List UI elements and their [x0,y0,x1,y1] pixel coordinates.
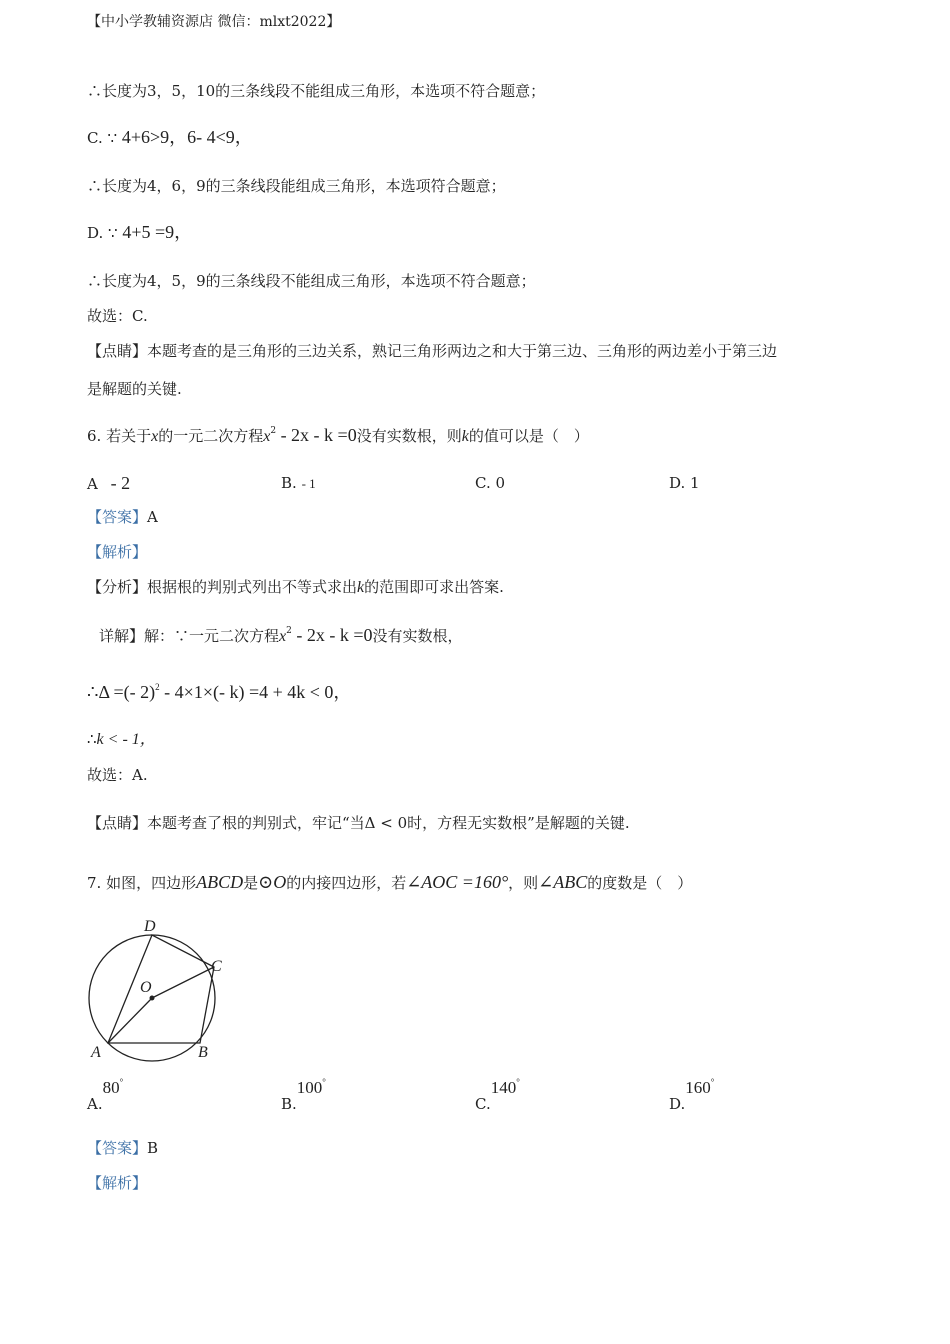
stem-text: 的内接四边形，若 [286,874,407,892]
stem-text: 6. 若关于 [87,427,152,445]
degree-unit: ° [119,1077,124,1087]
math-expression: - 2x - k =0 [276,425,357,445]
text-line [87,128,253,146]
variable: x [279,628,287,645]
q6-option-c[interactable]: C. 0 [475,474,506,492]
label-b: B [198,1044,208,1061]
stem-text: 的值可以是（ ） [468,427,589,445]
stem-text: 是 [243,874,259,892]
stem-text: 7. 如图，四边形 [87,874,197,892]
answer-line [87,510,158,525]
k-range-line [87,732,156,748]
stem-text: 没有实数根，则 [356,427,462,445]
math-expression: - 2x - k =0 [291,625,373,645]
option-value [297,1078,326,1097]
degree-value: 100 [296,1078,323,1097]
label-o: O [140,979,152,996]
option-value [685,1078,714,1097]
stem-text: 的一元二次方程 [158,427,264,445]
detail-line [99,626,463,645]
dianjing-line: 【点睛】本题考查的是三角形的三边关系，熟记三角形两边之和大于第三边、三角形的两边差小于第三边 [87,342,778,360]
answer-value: B [147,1139,159,1157]
text-line [87,223,192,241]
text-line: ∴长度为4，5，9的三条线段不能组成三角形，本选项不符合题意； [87,272,536,290]
math-expression: 4+5 =9， [122,222,193,242]
stem-text: ，则 [508,874,539,892]
variable: x [151,428,159,445]
option-label: B. [281,474,297,492]
option-value: - 2 [110,473,131,493]
option-label: C. [475,1095,491,1113]
geometry-figure [80,912,240,1062]
option-value [491,1078,520,1097]
degree-value: 80 [102,1078,120,1097]
q7-option-b[interactable] [281,1077,326,1113]
option-label: B. [281,1095,297,1113]
fenxi-text: 的范围即可求出答案. [364,578,504,596]
choose-line: 故选：C. [87,307,148,325]
q7-option-c[interactable] [475,1077,520,1113]
exponent: 2 [270,426,277,436]
stem-text: 的度数是（ ） [587,874,693,892]
answer-tag: 【答案】 [87,508,148,526]
label-a: A [91,1044,101,1061]
analysis-tag: 【解析】 [87,543,148,561]
variable: k [461,428,469,445]
variable: ABCD [196,872,244,892]
fenxi-text: 【分析】根据根的判别式列出不等式求出 [87,578,358,596]
answer-tag: 【答案】 [87,1139,148,1157]
detail-text: 没有实数根， [372,627,463,645]
variable: ⊙O [258,872,287,892]
degree-unit: ° [710,1077,715,1087]
analysis-tag: 【解析】 [87,1174,148,1192]
math-expression: ∴Δ =(- 2) [87,682,156,702]
degree-value: 140 [490,1078,517,1097]
answer-value: A [147,508,158,526]
label-d: D [144,918,156,935]
degree-unit: ° [516,1077,520,1087]
delta-line [87,683,351,701]
question-6-stem [87,426,589,445]
option-label: C. ∵ [87,129,118,147]
therefore-symbol: ∴ [87,730,97,748]
dianjing-line: 【点睛】本题考查了根的判别式，牢记“当Δ < 0时，方程无实数根”是解题的关键. [87,814,630,832]
degree-unit: ° [322,1077,326,1087]
option-value: - 1 [301,476,316,491]
option-label: A. [87,1095,103,1113]
text-line: ∴长度为4，6，9的三条线段能组成三角形，本选项符合题意； [87,177,506,195]
q6-option-b[interactable] [281,476,316,491]
variable: x [263,428,271,445]
question-7-stem [87,873,692,891]
math-expression: 4+6>9，6- 4<9， [121,127,253,147]
fenxi-line [87,580,504,596]
segment-oc [152,967,214,998]
answer-line [87,1141,158,1156]
variable: k [357,579,365,596]
option-label: D. [669,1095,686,1113]
q6-option-a[interactable] [87,474,130,492]
page-header: 【中小学教辅资源店 微信：mlxt2022】 [87,14,341,30]
math-expression: ∠ABC [538,872,588,892]
detail-text: 详解】解：∵一元二次方程 [99,627,280,645]
segment-ao [108,998,152,1043]
q6-option-d[interactable]: D. 1 [669,474,700,492]
center-point [150,996,155,1001]
math-expression: ∠AOC =160° [406,872,509,892]
dianjing-line: 是解题的关键. [87,380,182,398]
q7-option-a[interactable] [87,1077,124,1113]
exponent: 2 [286,626,292,636]
math-expression: - 4×1×(- k) =4 + 4k < 0， [159,682,352,702]
text-line: ∴长度为3，5，10的三条线段不能组成三角形，本选项不符合题意； [87,82,546,100]
exponent: 2 [155,682,160,692]
label-c: C [211,958,222,975]
degree-value: 160 [685,1078,711,1097]
choose-line: 故选：A. [87,766,148,784]
option-label: D. ∵ [87,224,118,242]
q7-option-d[interactable] [669,1077,715,1113]
option-value [103,1078,124,1097]
option-label: A [87,475,98,493]
math-expression: k < - 1， [96,731,156,748]
